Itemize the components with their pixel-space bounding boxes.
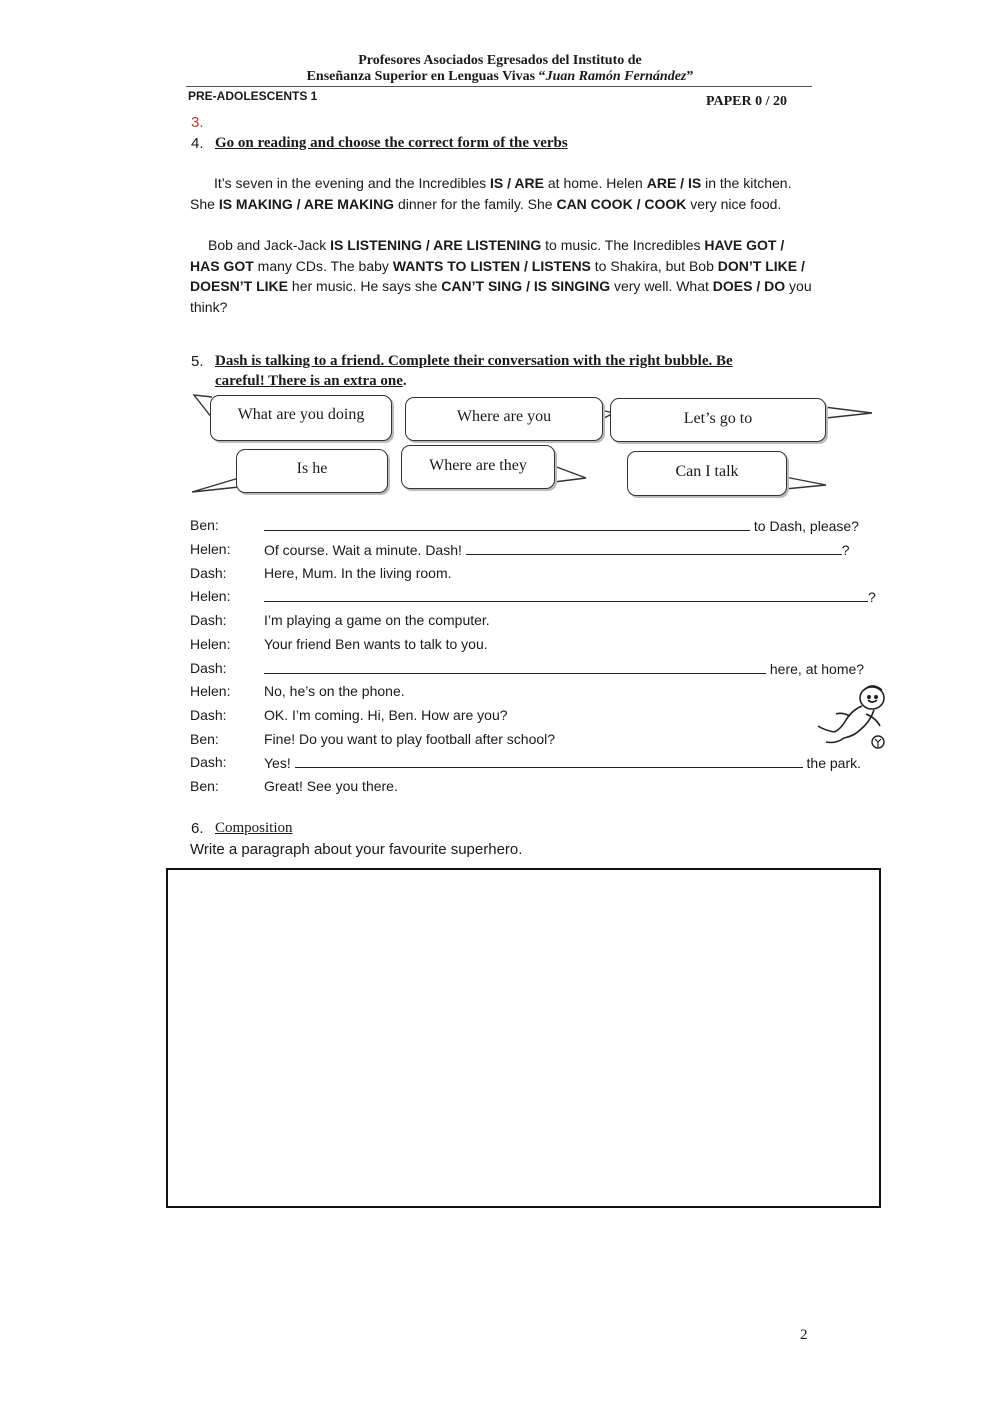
speaker-5: Dash: [190,612,227,628]
p2-choice-have-got[interactable]: HAVE GOT / HAS GOT [190,237,785,274]
p2-choice-listen[interactable]: WANTS TO LISTEN / LISTENS [392,257,591,274]
p1-text-4: dinner for the family. She [394,195,557,212]
line-1-after: to Dash, please? [750,518,859,534]
bubble-where-are-they[interactable]: Where are they [401,445,555,489]
dialogue-line-12: Great! See you there. [264,778,398,794]
speaker-2: Helen: [190,541,231,557]
dialogue-line-9: OK. I’m coming. Hi, Ben. How are you? [264,707,508,723]
dialogue-line-5: I’m playing a game on the computer. [264,612,490,628]
line-11-before: Yes! [264,755,295,771]
p1-text-1: It’s seven in the evening and the Incredibles [214,175,491,191]
blank-line-4[interactable] [264,588,868,602]
speaker-3: Dash: [190,565,227,581]
speaker-8: Helen: [190,683,231,699]
football-player-illustration [814,680,890,752]
blank-line-1[interactable] [264,517,750,531]
bubble-is-he[interactable]: Is he [236,449,388,493]
line-7-after: here, at home? [766,661,865,677]
item-6-number: 6. [191,820,204,837]
item-4-title: Go on reading and choose the correct form of the verbs [215,135,568,151]
line-2-before: Of course. Wait a minute. Dash! [264,542,466,558]
item-5-title-line-2-text: careful! There is an extra one [215,373,403,389]
course-level: PRE-ADOLESCENTS 1 [188,89,318,103]
bubble-can-i-talk[interactable]: Can I talk [627,451,787,496]
bubble-tail-4 [192,478,239,492]
header-divider [186,86,812,87]
speaker-4: Helen: [190,588,231,604]
institute-prefix: Enseñanza Superior en Lenguas Vivas “ [306,69,546,84]
dialogue-line-8: No, he’s on the phone. [264,683,405,699]
institute-name-line1: Profesores Asociados Egresados del Instituto de [358,53,642,68]
dialogue-line-6: Your friend Ben wants to talk to you. [264,636,488,652]
p1-text-2: at home. Helen [543,175,647,191]
p2-choice-like[interactable]: DON’T LIKE / DOESN’T LIKE [190,257,805,295]
speaker-9: Dash: [190,707,227,723]
p1-text-5: very nice food. [686,195,782,212]
bubble-tail-3 [824,407,872,418]
p1-choice-making[interactable]: IS MAKING / ARE MAKING [218,195,395,212]
p1-choice-cook[interactable]: CAN COOK / COOK [556,195,687,212]
p2-text-4: to Shakira, but Bob [590,257,718,274]
bubble-lets-go-to[interactable]: Let’s go to [610,398,826,442]
dialogue-line-4 [264,588,876,605]
dialogue-line-11 [264,754,861,771]
item-5-title-line-1: Dash is talking to a friend. Complete their conversation with the right bubble. Be [215,353,733,369]
speaker-1: Ben: [190,517,219,533]
page-number: 2 [800,1327,808,1343]
p1-text-3: in the kitchen. She [190,175,792,212]
line-4-after: ? [868,589,876,605]
line-11-after: the park. [802,755,861,771]
composition-writing-box[interactable] [166,868,881,1208]
dialogue-line-2 [264,541,850,558]
institute-suffix: ” [686,69,694,84]
blank-line-11[interactable] [295,754,803,768]
p2-text-1: Bob and Jack-Jack [208,237,331,253]
speaker-10: Ben: [190,731,219,747]
item-5-title-line-2 [215,373,407,390]
item-5-number: 5. [191,353,204,370]
bubble-where-are-you[interactable]: Where are you [405,397,603,441]
dialogue-line-7 [264,660,864,677]
p2-text-3: many CDs. The baby [253,257,393,274]
item-6-title: Composition [215,820,293,836]
p1-choice-are-is[interactable]: ARE / IS [646,175,702,191]
p2-text-6: very well. What [610,278,713,295]
speaker-12: Ben: [190,778,219,794]
institute-name-line2 [0,69,1000,85]
dialogue-line-10: Fine! Do you want to play football after school? [264,731,556,747]
speaker-7: Dash: [190,660,227,676]
p2-choice-sing[interactable]: CAN’T SING / IS SINGING [441,278,611,295]
item-3-number: 3. [191,114,204,131]
speaker-6: Helen: [190,636,231,652]
dialogue-line-1 [264,517,859,534]
bubble-tail-5 [554,466,586,482]
institute-person-name: Juan Ramón Fernández [545,69,687,84]
speaker-11: Dash: [190,754,227,770]
p2-text-7: you think? [190,278,812,316]
item-6-instruction: Write a paragraph about your favourite superhero. [190,841,523,858]
p2-choice-listening[interactable]: IS LISTENING / ARE LISTENING [330,237,542,253]
item-5-title-period: . [402,373,407,389]
p2-text-5: her music. He says she [288,278,442,295]
line-2-after: ? [841,542,850,558]
paper-score: PAPER 0 / 20 [706,94,788,109]
blank-line-7[interactable] [264,660,766,674]
item-4-number: 4. [191,135,204,152]
item-4-paragraph-2 [190,235,815,318]
blank-line-2[interactable] [466,541,842,555]
bubble-tail-6 [785,477,826,489]
p2-text-2: to music. The Incredibles [541,237,705,253]
p1-choice-is-are[interactable]: IS / ARE [490,175,544,191]
p2-choice-does-do[interactable]: DOES / DO [712,278,786,295]
dialogue-line-3: Here, Mum. In the living room. [264,565,452,581]
item-4-paragraph-1 [190,173,815,214]
bubble-what-are-you-doing[interactable]: What are you doing [210,395,392,441]
